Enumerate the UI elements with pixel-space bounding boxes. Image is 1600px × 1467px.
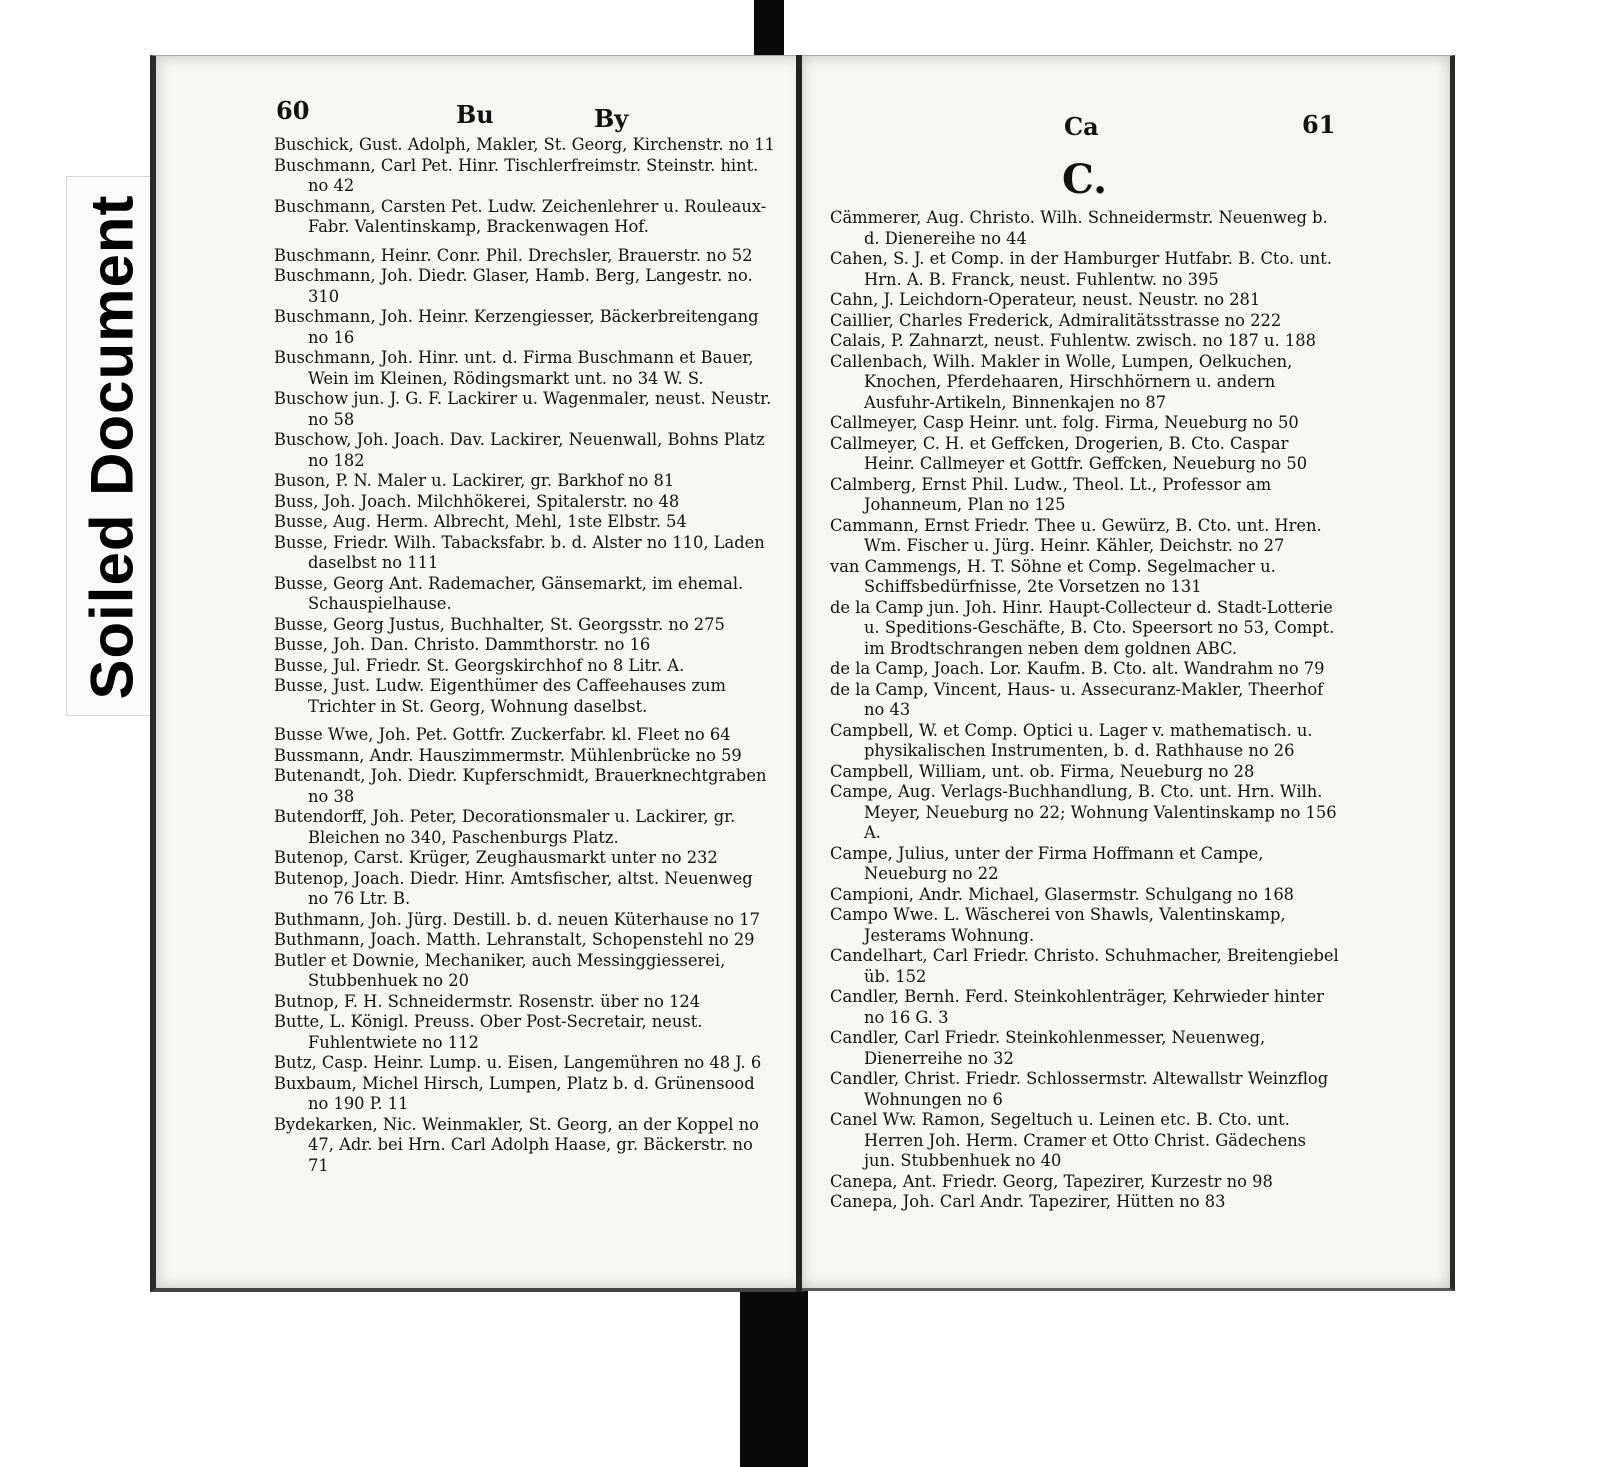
left-entry: Buschow, Joh. Joach. Dav. Lackirer, Neuenwall, Bohns Platz no 182 — [274, 430, 765, 470]
left-entry: Butler et Downie, Mechaniker, auch Messinggiesserei, Stubbenhuek no 20 — [274, 950, 726, 990]
left-entry: Butz, Casp. Heinr. Lump. u. Eisen, Langemühren no 48 J. 6 — [274, 1053, 762, 1072]
left-entry: Busse, Jul. Friedr. St. Georgskirchhof no 8 Litr. A. — [274, 655, 685, 675]
right-entry: Calais, P. Zahnarzt, neust. Fuhlentw. zwisch. no 187 u. 188 — [830, 331, 1316, 350]
right-entry: Cämmerer, Aug. Christo. Wilh. Schneidermstr. Neuenweg b. d. Dienereihe no 44 — [830, 208, 1328, 248]
left-entry: Bydekarken, Nic. Weinmakler, St. Georg, an der Koppel no 47, Adr. bei Hrn. Carl Adolph Haase, gr. Bäckerstr. no 71 — [274, 1114, 759, 1175]
left-entry: Buschmann, Joh. Diedr. Glaser, Hamb. Berg, Langestr. no. 310 — [274, 266, 753, 306]
book-spine-bottom — [740, 1278, 808, 1467]
left-entry: Butnop, F. H. Schneidermstr. Rosenstr. über no 124 — [274, 991, 701, 1011]
left-entry: Busse Wwe, Joh. Pet. Gottfr. Zuckerfabr. kl. Fleet no 64 — [274, 725, 731, 744]
right-entry: Campbell, W. et Comp. Optici u. Lager v. mathematisch. u. physikalischen Instrumenten, b. d. Rathhause no 26 — [830, 720, 1313, 760]
left-page-number: 60 — [276, 96, 310, 125]
right-entry: Cahn, J. Leichdorn-Operateur, neust. Neustr. no 281 — [830, 290, 1261, 309]
left-entry: Buschmann, Carsten Pet. Ludw. Zeichenlehrer u. Rouleaux-Fabr. Valentinskamp, Brackenwagen Hof. — [274, 196, 767, 236]
left-entry-list — [274, 135, 776, 1176]
left-entry: Buxbaum, Michel Hirsch, Lumpen, Platz b. d. Grünensood no 190 P. 11 — [274, 1073, 755, 1113]
right-page-number: 61 — [1302, 110, 1336, 139]
right-entry: Candler, Christ. Friedr. Schlossermstr. Altewallstr Weinzflog Wohnungen no 6 — [830, 1069, 1329, 1109]
left-entry: Busse, Georg Justus, Buchhalter, St. Georgsstr. no 275 — [274, 614, 725, 634]
right-entry-list — [830, 208, 1340, 1213]
left-entry: Buss, Joh. Joach. Milchhökerei, Spitalerstr. no 48 — [274, 491, 680, 511]
right-entry: Campbell, William, unt. ob. Firma, Neueburg no 28 — [830, 761, 1255, 781]
right-entry: Callmeyer, C. H. et Geffcken, Drogerien, B. Cto. Caspar Heinr. Callmeyer et Gottfr. Geffcken, Neueburg no 50 — [830, 433, 1308, 473]
left-entry: Butte, L. Königl. Preuss. Ober Post-Secretair, neust. Fuhlentwiete no 112 — [274, 1012, 703, 1052]
right-entry: de la Camp, Vincent, Haus- u. Assecuranz-Makler, Theerhof no 43 — [830, 679, 1324, 719]
left-entry: Bussmann, Andr. Hauszimmermstr. Mühlenbrücke no 59 — [274, 745, 742, 765]
right-entry: Canepa, Ant. Friedr. Georg, Tapezirer, Kurzestr no 98 — [830, 1171, 1273, 1191]
left-entry: Butenandt, Joh. Diedr. Kupferschmidt, Brauerknechtgraben no 38 — [274, 766, 767, 806]
left-entry: Buson, P. N. Maler u. Lackirer, gr. Barkhof no 81 — [274, 471, 675, 490]
right-entry: de la Camp, Joach. Lor. Kaufm. B. Cto. alt. Wandrahm no 79 — [830, 659, 1325, 678]
right-entry: Cahen, S. J. et Comp. in der Hamburger Hutfabr. B. Cto. unt. Hrn. A. B. Franck, neust. Fuhlentw. no 395 — [830, 249, 1333, 289]
left-entry: Buthmann, Joh. Jürg. Destill. b. d. neuen Küterhause no 17 — [274, 909, 760, 929]
left-entry: Busse, Just. Ludw. Eigenthümer des Caffeehauses zum Trichter in St. Georg, Wohnung daselbst. — [274, 676, 726, 716]
left-entry: Busse, Joh. Dan. Christo. Dammthorstr. no 16 — [274, 635, 651, 654]
soiled-document-label: Soiled Document — [78, 194, 146, 700]
book-spine-top — [754, 0, 784, 60]
right-entry: Campe, Aug. Verlags-Buchhandlung, B. Cto. unt. Hrn. Wilh. Meyer, Neueburg no 22; Wohnung Valentinskamp no 156 A. — [830, 782, 1337, 842]
right-entry: Cammann, Ernst Friedr. Thee u. Gewürz, B. Cto. unt. Hren. Wm. Fischer u. Jürg. Heinr. Kähler, Deichstr. no 27 — [830, 515, 1322, 555]
right-entry: Canel Ww. Ramon, Segeltuch u. Leinen etc. B. Cto. unt. Herren Joh. Herm. Cramer et Otto Christ. Gädechens jun. Stubbenhuek no 40 — [830, 1110, 1307, 1170]
left-running-head-start: Bu — [456, 100, 494, 129]
right-entry: Callmeyer, Casp Heinr. unt. folg. Firma, Neueburg no 50 — [830, 413, 1299, 432]
left-entry: Buschow jun. J. G. F. Lackirer u. Wagenmaler, neust. Neustr. no 58 — [274, 389, 772, 429]
right-entry: Campe, Julius, unter der Firma Hoffmann et Campe, Neueburg no 22 — [830, 843, 1264, 883]
left-entry: Buschmann, Joh. Heinr. Kerzengiesser, Bäckerbreitengang no 16 — [274, 307, 759, 347]
right-entry: Candelhart, Carl Friedr. Christo. Schuhmacher, Breitengiebel üb. 152 — [830, 946, 1339, 986]
left-entry: Butenop, Carst. Krüger, Zeughausmarkt unter no 232 — [274, 848, 718, 867]
left-entry: Busse, Aug. Herm. Albrecht, Mehl, 1ste Elbstr. 54 — [274, 512, 687, 531]
left-entry: Butenop, Joach. Diedr. Hinr. Amtsfischer, altst. Neuenweg no 76 Ltr. B. — [274, 868, 753, 908]
section-letter: C. — [1062, 156, 1108, 203]
left-entry: Busse, Friedr. Wilh. Tabacksfabr. b. d. Alster no 110, Laden daselbst no 111 — [274, 532, 765, 572]
left-entry: Busse, Georg Ant. Rademacher, Gänsemarkt, im ehemal. Schauspielhause. — [274, 573, 744, 613]
left-entry: Buthmann, Joach. Matth. Lehranstalt, Schopenstehl no 29 — [274, 930, 755, 949]
right-running-head: Ca — [1064, 112, 1099, 141]
left-entry: Buschmann, Carl Pet. Hinr. Tischlerfreimstr. Steinstr. hint. no 42 — [274, 155, 759, 195]
right-entry: de la Camp jun. Joh. Hinr. Haupt-Collecteur d. Stadt-Lotterie u. Speditions-Geschäfte, B. Cto. Speersort no 53, Compt. im Brodtschrangen neben dem goldnen ABC. — [830, 597, 1335, 658]
right-entry: Candler, Carl Friedr. Steinkohlenmesser, Neuenweg, Dienerreihe no 32 — [830, 1028, 1266, 1068]
left-entry: Buschmann, Joh. Hinr. unt. d. Firma Buschmann et Bauer, Wein im Kleinen, Rödingsmarkt unt. no 34 W. S. — [274, 348, 754, 388]
right-entry: Canepa, Joh. Carl Andr. Tapezirer, Hütten no 83 — [830, 1192, 1226, 1211]
right-entry: Campo Wwe. L. Wäscherei von Shawls, Valentinskamp, Jesterams Wohnung. — [830, 905, 1286, 945]
right-entry: Callenbach, Wilh. Makler in Wolle, Lumpen, Oelkuchen, Knochen, Pferdehaaren, Hirschhörnern u. andern Ausfuhr-Artikeln, Binnenkajen no 87 — [830, 351, 1293, 412]
left-entry: Buschick, Gust. Adolph, Makler, St. Georg, Kirchenstr. no 11 — [274, 135, 775, 154]
left-entry: Butendorff, Joh. Peter, Decorationsmaler u. Lackirer, gr. Bleichen no 340, Paschenburgs Platz. — [274, 807, 736, 847]
left-running-head-end: By — [594, 104, 629, 133]
right-entry: Calmberg, Ernst Phil. Ludw., Theol. Lt., Professor am Johanneum, Plan no 125 — [830, 474, 1272, 514]
right-entry: Caillier, Charles Frederick, Admiralitätsstrasse no 222 — [830, 310, 1282, 330]
right-entry: Candler, Bernh. Ferd. Steinkohlenträger, Kehrwieder hinter no 16 G. 3 — [830, 987, 1325, 1027]
right-entry: Campioni, Andr. Michael, Glasermstr. Schulgang no 168 — [830, 884, 1295, 904]
left-entry: Buschmann, Heinr. Conr. Phil. Drechsler, Brauerstr. no 52 — [274, 245, 753, 265]
right-entry: van Cammengs, H. T. Söhne et Comp. Segelmacher u. Schiffsbedürfnisse, 2te Vorsetzen no 131 — [830, 556, 1276, 596]
